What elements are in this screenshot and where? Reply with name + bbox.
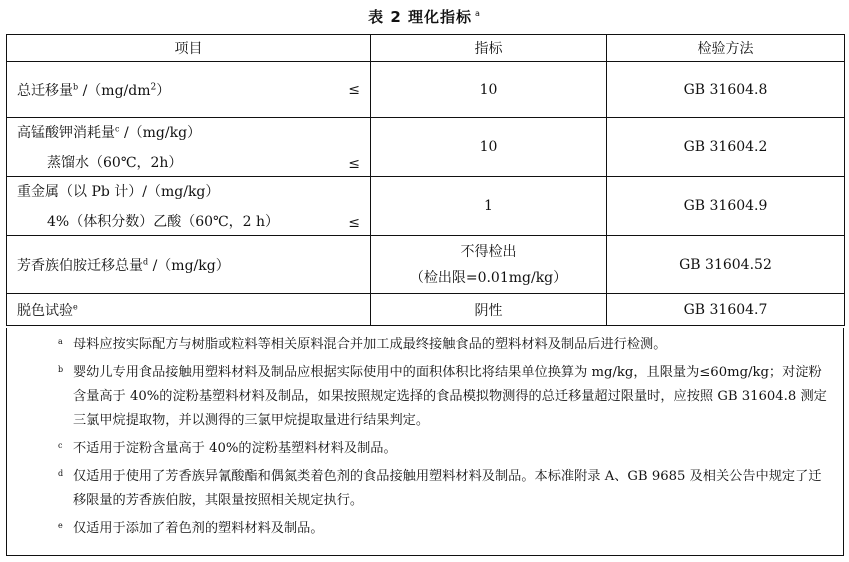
table-title-footnote-mark: a [474,9,481,18]
footnote-mark: d [58,469,64,478]
cell-item [7,118,371,177]
footnote-mark: c [58,441,63,450]
less-equal-sign: ≤ [348,81,360,98]
less-equal-sign: ≤ [348,156,360,172]
cell-value [371,236,607,294]
table-row [7,236,845,294]
cell-method: GB 31604.7 [607,294,845,326]
table-footnotes [6,328,844,556]
item-label: 脱色试验$^e$ [17,301,78,319]
less-equal-sign: ≤ [348,215,360,231]
table-row [7,177,845,236]
cell-value: 10 [371,62,607,118]
physicochemical-index-table [6,34,845,326]
item-label: 总迁移量$^b$ $/(mg/dm^2)$ [17,81,171,99]
footnote-text: 不适用于淀粉含量高于 40%的淀粉基塑料材料及制品。 [73,441,397,456]
header-method: 检验方法 [607,35,845,62]
footnote-a [7,333,843,357]
table-row [7,62,845,118]
footnote-text: 婴幼儿专用食品接触用塑料材料及制品应根据实际使用中的面积体积比将结果单位换算为 mg/kg，且限量为≤60mg/kg；对淀粉含量高于 40%的淀粉基塑料材料及制品，如果按照规定选择的食品模拟物测得的总迁移量超过限量时，应按照 GB 31604.8 测定三氯甲烷提取物，并以测得的三氯甲烷提取量进行结果判定。 [73,365,827,428]
cell-method: GB 31604.8 [607,62,845,118]
footnote-mark: b [58,365,64,374]
cell-value: 10 [371,118,607,177]
item-label: 芳香族伯胺迁移总量$^d$ /（mg/kg） [17,256,230,274]
table-title-text: 表 2 理化指标 [368,8,472,26]
table-row [7,294,845,326]
value-detection-limit: （检出限=0.01mg/kg） [409,269,568,286]
table-row [7,118,845,177]
footnote-c [7,437,843,461]
item-label: 重金属（以 Pb 计）/（mg/kg） [17,184,220,200]
footnote-e [7,517,843,541]
footnote-text: 仅适用于使用了芳香族异氰酸酯和偶氮类着色剂的食品接触用塑料材料及制品。本标准附录 A、GB 9685 及相关公告中规定了迁移限量的芳香族伯胺，其限量按照相关规定执行。 [73,469,822,508]
item-condition: 蒸馏水（60℃，2h） [47,155,183,171]
value-not-detected: 不得检出 [460,243,517,260]
footnote-d [7,465,843,513]
footnote-text: 母料应按实际配方与树脂或粒料等相关原料混合并加工成最终接触食品的塑料材料及制品后进行检测。 [73,337,667,352]
footnote-mark: a [58,337,63,346]
cell-method: GB 31604.52 [607,236,845,294]
cell-item [7,294,371,326]
cell-method: GB 31604.9 [607,177,845,236]
cell-item [7,236,371,294]
header-item: 项目 [7,35,371,62]
footnote-b [7,361,843,433]
cell-item [7,62,371,118]
cell-value: 1 [371,177,607,236]
table-title [0,6,849,27]
footnote-text: 仅适用于添加了着色剂的塑料材料及制品。 [73,521,324,536]
footnote-mark: e [58,521,63,530]
item-label: 高锰酸钾消耗量$^c$ /（mg/kg） [17,124,202,141]
cell-method: GB 31604.2 [607,118,845,177]
cell-item [7,177,371,236]
header-index: 指标 [371,35,607,62]
cell-value: 阴性 [371,294,607,326]
item-condition: 4%（体积分数）乙酸（60℃，2 h） [47,214,280,230]
table-header-row [7,35,845,62]
